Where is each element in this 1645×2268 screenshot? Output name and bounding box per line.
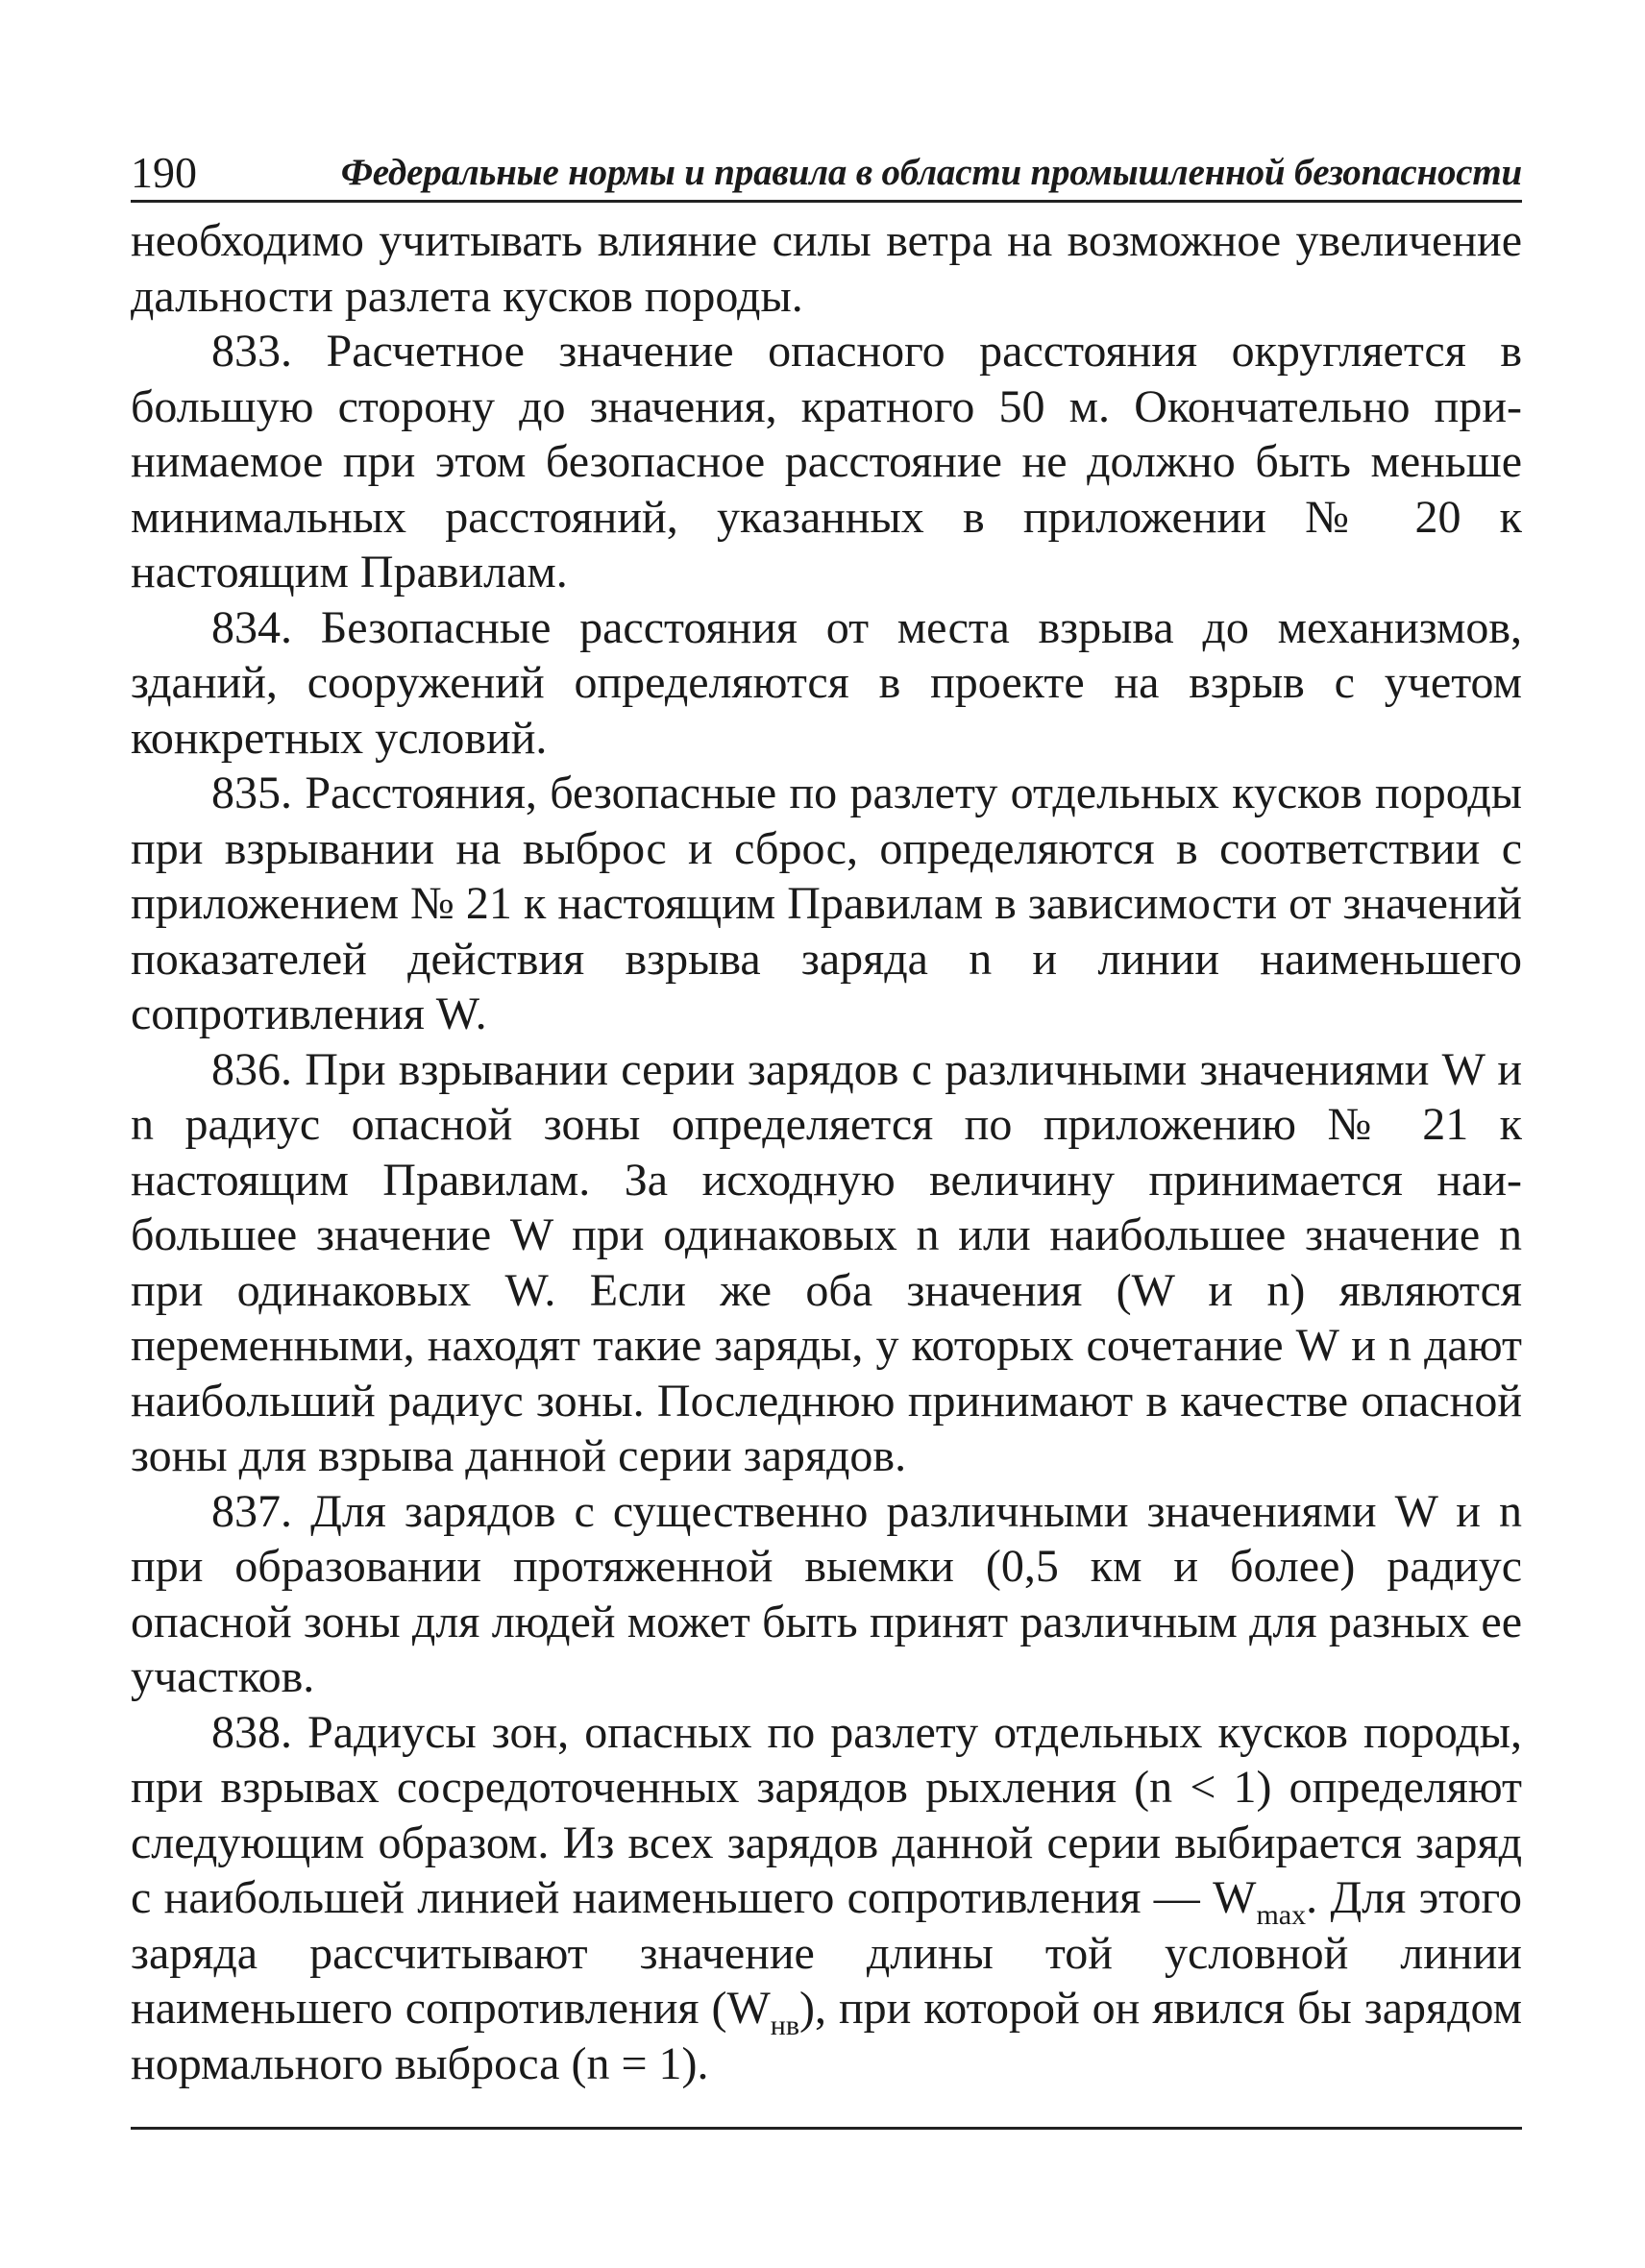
paragraph-837: 837. Для зарядов с существенно различными значениями W и n при образовании протяженной выемки (0,5 км и более) радиус опасной зоны для людей может быть принят различным для разных ее участков. (131, 1485, 1522, 1702)
subscript-max: max (1256, 1899, 1307, 1931)
paragraph-838-text-2: . Для этого заряда рассчитывают значение длины той условной линии наименьшего сопротивления (W (131, 1872, 1522, 2034)
paragraph-838-text-1: 838. Радиусы зон, опасных по разлету отдельных кусков породы, при взрывах сосредоточенных зарядов рыхления (n < 1) определяют следующим образом. Из всех зарядов данной серии выбирается заряд с наибольшей линией наименьшего сопротивления — W (131, 1706, 1522, 1923)
paragraph-continuation: необходимо учитывать влияние силы ветра на возможное увеличение дальности разлета кусков породы. (131, 215, 1522, 322)
page-header (131, 142, 1522, 202)
body-text (131, 213, 1522, 2091)
paragraph-833: 833. Расчетное значение опасного расстояния округляется в большую сторону до значения, кратного 50 м. Окончательно принимаемое при этом безопасное расстояние не должно быть меньше минимальных расстояний, указанных в приложении № 20 к настоящим Правилам. (131, 326, 1522, 597)
paragraph-835: 835. Расстояния, безопасные по разлету отдельных кусков породы при взрывании на выброс и сброс, определяются в соответствии с приложением № 21 к настоящим Правилам в зависимости от значений показателей действия взрыва заряда n и линии наименьшего сопротивления W. (131, 768, 1522, 1039)
footer-divider (131, 2127, 1522, 2130)
paragraph-836: 836. При взрывании серии зарядов с различными значениями W и n радиус опасной зоны определяется по приложению № 21 к настоящим Правилам. За исходную величину принимается наибольшее значение W при одинаковых n или наибольшее значение n при одинаковых W. Если же оба значения (W и n) являются переменными, находят такие заряды, у которых сочетание W и n дают наибольший радиус зоны. Последнюю принимают в качестве опасной зоны для взрыва данной серии зарядов. (131, 1043, 1522, 1481)
page-number: 190 (131, 148, 197, 197)
paragraph-838 (131, 1705, 1522, 2092)
paragraph-834: 834. Безопасные расстояния от места взрыва до механизмов, зданий, сооружений определяются в проекте на взрыв с учетом конкретных условий. (131, 601, 1522, 764)
header-divider (131, 200, 1522, 203)
running-title: Федеральные нормы и правила в области промышленной безопасности (340, 152, 1522, 193)
paragraph-838-text-3: ), при которой он явился бы зарядом нормального выброса (n = 1). (131, 1983, 1523, 2089)
subscript-nv: нв (770, 2010, 799, 2041)
